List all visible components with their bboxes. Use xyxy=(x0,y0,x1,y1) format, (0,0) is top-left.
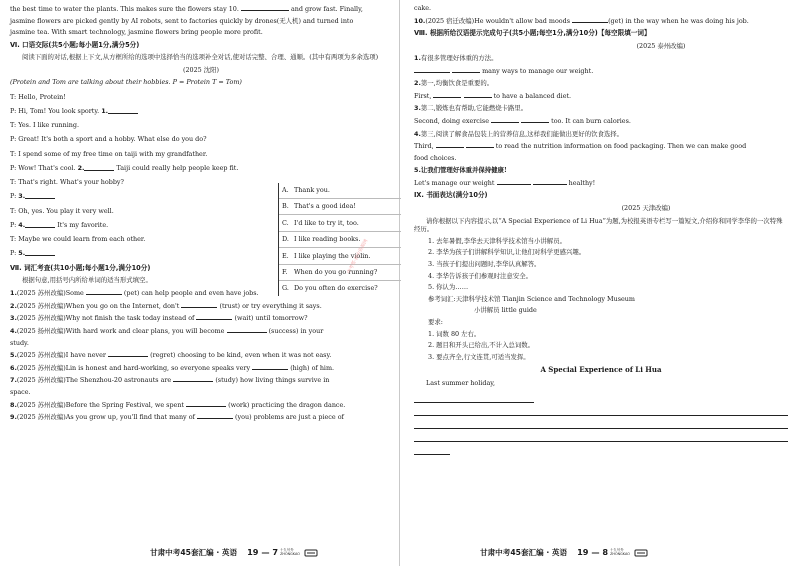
question-source: (2025 扬州改编) xyxy=(16,326,66,335)
writing-point: 4. 李华告诉孩子们参观时注意安全。 xyxy=(428,271,532,280)
answer-blank xyxy=(197,412,233,419)
sentence-cn xyxy=(414,130,788,138)
dialog-text: Hi, Tom! You look sporty. xyxy=(18,106,100,115)
option-item xyxy=(279,248,401,264)
answer-blank xyxy=(252,363,288,370)
vocab-question xyxy=(10,326,392,335)
question-text: When you go on the Internet, don't xyxy=(65,301,180,310)
question-number: 10. xyxy=(414,16,426,25)
requirements-title: 要求: xyxy=(428,318,443,327)
sentence-cn xyxy=(414,104,788,112)
vocab-question xyxy=(10,375,392,384)
answer-blank xyxy=(181,301,217,308)
vocab-continuation: space. xyxy=(10,388,31,397)
sentence-cn xyxy=(414,54,788,62)
chinese-prompt: 让我们管理好体重并保持健康! xyxy=(420,166,507,175)
question-source: (2025 苏州改编) xyxy=(16,301,66,310)
section-9-title: Ⅸ. 书面表达(满分10分) xyxy=(414,191,488,200)
option-text: That's a good idea! xyxy=(294,202,356,211)
option-item xyxy=(279,265,401,281)
question-number: 1. xyxy=(414,54,421,63)
blank-number: 1. xyxy=(101,106,109,115)
question-text: Lin is honest and hard-working, so everyone speaks very xyxy=(65,363,251,372)
brand-logo-icon xyxy=(304,548,318,558)
writing-line xyxy=(414,403,788,416)
option-item xyxy=(279,199,401,215)
answer-blank xyxy=(108,107,138,114)
question-number: 2. xyxy=(10,301,17,310)
english-sentence: to read the nutrition information on food packaging. Then we can make good xyxy=(495,142,747,151)
option-letter: D. xyxy=(282,235,289,244)
question-source: (2025 宿迁改编) xyxy=(425,16,475,25)
option-letter: C. xyxy=(282,218,289,227)
speaker: T: xyxy=(10,206,17,215)
blank-number: 4. xyxy=(18,220,26,229)
essay-title: A Special Experience of Li Hua xyxy=(540,365,662,375)
question-text: Before the Spring Festival, we spent xyxy=(65,400,185,409)
right-page xyxy=(400,0,800,566)
question-source: (2025 苏州改编) xyxy=(16,314,66,323)
option-text: I like playing the violin. xyxy=(294,251,371,260)
sentence-en xyxy=(414,178,788,187)
section-9-source: (2025 天津改编) xyxy=(621,204,671,213)
footer-brand: 十九号外 ZHONGKAO xyxy=(280,548,300,556)
english-sentence: Let's manage our weight xyxy=(414,178,495,187)
question-text: As you grow up, you'll find that many of xyxy=(65,413,195,422)
section-8-title: Ⅷ. 根据所给汉语提示完成句子(共5小题;每空1分,满分10分)【每空限填一词】 xyxy=(414,29,651,38)
section-6-instructions: 阅读下面的对话,根据上下文,从方框所给的选项中选择恰当的选项补全对话,使对话完整、合理、通顺。(其中有两项为多余选项) xyxy=(22,53,379,62)
answer-blank xyxy=(464,91,492,98)
answer-blank xyxy=(533,178,567,185)
question-source: (2025 苏州改编) xyxy=(16,400,66,409)
chinese-prompt: 第二,锻炼也有帮助,它能燃烧卡路里。 xyxy=(420,104,528,113)
answer-blank xyxy=(452,66,480,73)
footer-brand: 十九号外 ZHONGKAO xyxy=(610,548,630,556)
answer-blank xyxy=(572,16,608,23)
option-letter: F. xyxy=(282,268,288,277)
dialog-text: Great! It's both a sport and a hobby. What else do you do? xyxy=(18,135,207,144)
speaker: T: xyxy=(10,92,17,101)
vocab-question xyxy=(10,412,392,421)
question-source: (2025 苏州改编) xyxy=(16,363,66,372)
question-text: With hard work and clear plans, you will become xyxy=(65,326,225,335)
speaker: T: xyxy=(10,121,17,130)
dialog-text: That's right. What's your hobby? xyxy=(18,178,124,187)
dialog-line xyxy=(10,150,392,158)
answer-blank xyxy=(86,288,122,295)
writing-point: 3. 当孩子们提出问题时,李华认真解答。 xyxy=(428,259,541,268)
question-number: 5. xyxy=(414,166,421,175)
question-text: (wait) until tomorrow? xyxy=(234,314,308,323)
section-6-source: (2025 沈阳) xyxy=(182,65,220,74)
option-letter: E. xyxy=(282,251,289,260)
reference-words-2: 小讲解员 little guide xyxy=(474,306,537,315)
vocab-question xyxy=(10,363,392,372)
answer-blank xyxy=(227,326,267,333)
dialog-line xyxy=(10,135,392,143)
question-number: 3. xyxy=(414,104,421,113)
intro-line: jasmine tea. With smart technology, jasmine flowers bring people more profit. xyxy=(10,28,263,37)
intro-line xyxy=(10,4,392,13)
option-letter: A. xyxy=(282,186,289,195)
dialog-text: Hello, Protein! xyxy=(18,92,66,101)
blank-number: 3. xyxy=(18,192,26,201)
question-number: 7. xyxy=(10,376,17,385)
page-code: 19 — 7 xyxy=(247,547,279,558)
question-text: (work) practicing the dragon dance. xyxy=(228,400,346,409)
question-number: 8. xyxy=(10,400,17,409)
intro-text: and grow fast. Finally, xyxy=(290,5,363,13)
answer-blank xyxy=(196,313,232,320)
speaker: P: xyxy=(10,163,17,172)
question-source: (2025 苏州改编) xyxy=(16,351,66,360)
option-item xyxy=(279,281,401,296)
sentence-en xyxy=(414,66,788,75)
answer-blank xyxy=(414,66,450,73)
dialog-text: Taiji could really help people keep fit. xyxy=(116,163,239,172)
section-8-source: (2025 泰州改编) xyxy=(636,41,686,50)
section-7-instructions: 根据句意,用括号内所给单词的适当形式填空。 xyxy=(22,276,152,285)
speaker: P: xyxy=(10,135,17,144)
sentence-cn xyxy=(414,79,788,87)
continuation-text: cake. xyxy=(414,4,432,12)
dialog-text: I spend some of my free time on taiji with my grandfather. xyxy=(18,149,208,158)
watermark: 中考帮·初中资源网 xyxy=(346,238,370,275)
english-sentence: too. It can burn calories. xyxy=(551,117,631,126)
option-text: I'd like to try it, too. xyxy=(294,218,359,227)
speaker: T: xyxy=(10,178,17,187)
vocab-continuation: study. xyxy=(10,338,29,347)
dialog-setting: (Protein and Tom are talking about their hobbies. P = Protein T = Tom) xyxy=(10,78,242,87)
answer-blank xyxy=(25,221,55,228)
dialog-text: It's my favorite. xyxy=(57,220,109,229)
option-item xyxy=(279,215,401,231)
requirement: 3. 要点齐全,行文连贯,可适当发挥。 xyxy=(428,353,530,362)
sentence-en xyxy=(414,116,788,125)
dialog-text: Wow! That's cool. xyxy=(18,163,76,172)
dialog-line xyxy=(10,121,392,129)
requirement: 1. 词数 80 左右。 xyxy=(428,329,481,338)
section-6-title: Ⅵ. 口语交际(共5小题;每小题1分,满分5分) xyxy=(10,40,140,49)
blank-number: 5. xyxy=(18,249,26,258)
sentence-en xyxy=(414,141,788,150)
speaker: P: xyxy=(10,106,17,115)
option-letter: B. xyxy=(282,202,289,211)
english-sentence: to have a balanced diet. xyxy=(493,91,572,100)
dialog-text: Yes. I like running. xyxy=(18,121,80,130)
question-text: (study) how living things survive in xyxy=(215,376,330,385)
sentence-en xyxy=(414,91,788,100)
question-text: I have never xyxy=(65,351,106,360)
footer-title: 甘肃中考45套汇编 · 英语 xyxy=(150,547,238,557)
question-text: (get) in the way when he was doing his job. xyxy=(608,16,749,25)
question-source: (2025 苏州改编) xyxy=(16,288,66,297)
speaker: P: xyxy=(10,249,17,258)
intro-text: the best time to water the plants. This makes sure the flowers stay 10. xyxy=(10,5,239,13)
sentence-en-cont: food choices. xyxy=(414,153,457,162)
speaker: T: xyxy=(10,235,17,244)
writing-line xyxy=(414,390,534,403)
vocab-question xyxy=(10,301,392,310)
question-number: 1. xyxy=(10,288,17,297)
vocab-question-10 xyxy=(414,16,788,25)
option-item xyxy=(279,183,401,199)
dialog-text: Oh, yes. You play it very well. xyxy=(18,206,114,215)
answer-blank xyxy=(108,350,148,357)
right-footer xyxy=(480,547,648,558)
answer-blank xyxy=(25,249,55,256)
answer-blank xyxy=(497,178,531,185)
question-text: The Shenzhou-20 astronauts are xyxy=(65,376,172,385)
question-text: (trust) or try everything it says. xyxy=(219,301,322,310)
question-text: (you) problems are just a piece of xyxy=(235,413,344,422)
option-text: When do you go running? xyxy=(294,268,378,277)
dialog-text: Maybe we could learn from each other. xyxy=(18,235,146,244)
writing-point: 5. 你认为…… xyxy=(428,283,469,292)
writing-line xyxy=(414,416,788,429)
option-text: Do you often do exercise? xyxy=(294,284,378,293)
requirement: 2. 题目和开头已给出,不计入总词数。 xyxy=(428,341,535,350)
reference-words: 参考词汇:天津科学技术馆 Tianjin Science and Technology Museum xyxy=(428,294,635,303)
chinese-prompt: 有很多管理好体重的方法。 xyxy=(420,54,498,63)
question-number: 2. xyxy=(414,79,421,88)
blank-number: 2. xyxy=(77,163,85,172)
sentence-cn xyxy=(414,166,788,174)
section-7-title: Ⅶ. 词汇考查(共10小题;每小题1分,满分10分) xyxy=(10,263,151,272)
vocab-question xyxy=(10,350,392,359)
question-source: (2025 苏州改编) xyxy=(16,413,66,422)
option-item xyxy=(279,232,401,248)
english-sentence: Second, doing exercise xyxy=(414,117,489,126)
english-sentence: many ways to manage our weight. xyxy=(482,66,594,75)
english-sentence: First, xyxy=(414,91,432,100)
question-number: 4. xyxy=(414,129,421,138)
answer-blank xyxy=(173,375,213,382)
speaker: P: xyxy=(10,192,17,201)
dialog-line xyxy=(10,107,392,115)
vocab-question xyxy=(10,313,392,322)
essay-start: Last summer holiday, xyxy=(426,378,496,387)
answer-blank xyxy=(433,91,461,98)
answer-blank xyxy=(84,164,114,171)
question-text: (success) in your xyxy=(268,326,324,335)
writing-line xyxy=(414,429,788,442)
english-sentence: healthy! xyxy=(568,178,596,187)
question-number: 5. xyxy=(10,351,17,360)
answer-blank xyxy=(491,116,519,123)
dialog-line xyxy=(10,164,392,172)
question-number: 4. xyxy=(10,326,17,335)
brand-logo-icon xyxy=(634,548,648,558)
speaker: P: xyxy=(10,220,17,229)
option-text: Thank you. xyxy=(294,186,330,195)
english-sentence: Third, xyxy=(414,142,434,151)
answer-blank xyxy=(521,116,549,123)
question-number: 3. xyxy=(10,314,17,323)
option-text: I like reading books. xyxy=(294,235,361,244)
speaker: T: xyxy=(10,149,17,158)
question-source: (2025 苏州改编) xyxy=(16,376,66,385)
question-text: (pet) can help people and even have jobs. xyxy=(123,288,259,297)
question-text: (regret) choosing to be kind, even when it was not easy. xyxy=(150,351,332,360)
question-number: 6. xyxy=(10,363,17,372)
option-letter: G. xyxy=(282,284,289,293)
answer-blank xyxy=(186,400,226,407)
question-text: Why not finish the task today instead of xyxy=(65,314,195,323)
answer-blank xyxy=(241,4,289,11)
page-code: 19 — 8 xyxy=(577,547,609,558)
question-number: 9. xyxy=(10,413,17,422)
answer-blank xyxy=(436,141,464,148)
vocab-question xyxy=(10,400,392,409)
writing-point: 2. 李华为孩子们讲解科学知识,让他们对科学更感兴趣。 xyxy=(428,248,586,257)
intro-line: jasmine flowers are picked gently by AI robots, sent to factories quickly by drones(无人机) and turned into xyxy=(10,16,354,25)
question-text: He wouldn't allow bad moods xyxy=(474,16,571,25)
question-text: Some xyxy=(65,288,84,297)
question-text: (high) of him. xyxy=(290,363,335,372)
writing-point: 1. 去年暑假,李华去天津科学技术馆当小讲解员。 xyxy=(428,236,566,245)
answer-blank xyxy=(466,141,494,148)
options-box xyxy=(278,183,401,297)
answer-blank xyxy=(25,192,55,199)
section-9-instructions: 请你根据以下内容提示,以“A Special Experience of Li Hua”为题,为校报英语专栏写一篇短文,介绍你和同学李华的一次特殊经历。 xyxy=(414,216,783,233)
chinese-prompt: 第一,均衡饮食是重要的。 xyxy=(420,79,494,88)
dialog-line xyxy=(10,93,392,101)
chinese-prompt: 第三,阅读了解食品包装上的营养信息,这样我们能做出更好的饮食选择。 xyxy=(420,129,624,138)
writing-line xyxy=(414,442,450,455)
footer-title: 甘肃中考45套汇编 · 英语 xyxy=(480,547,568,557)
left-footer xyxy=(150,547,318,558)
